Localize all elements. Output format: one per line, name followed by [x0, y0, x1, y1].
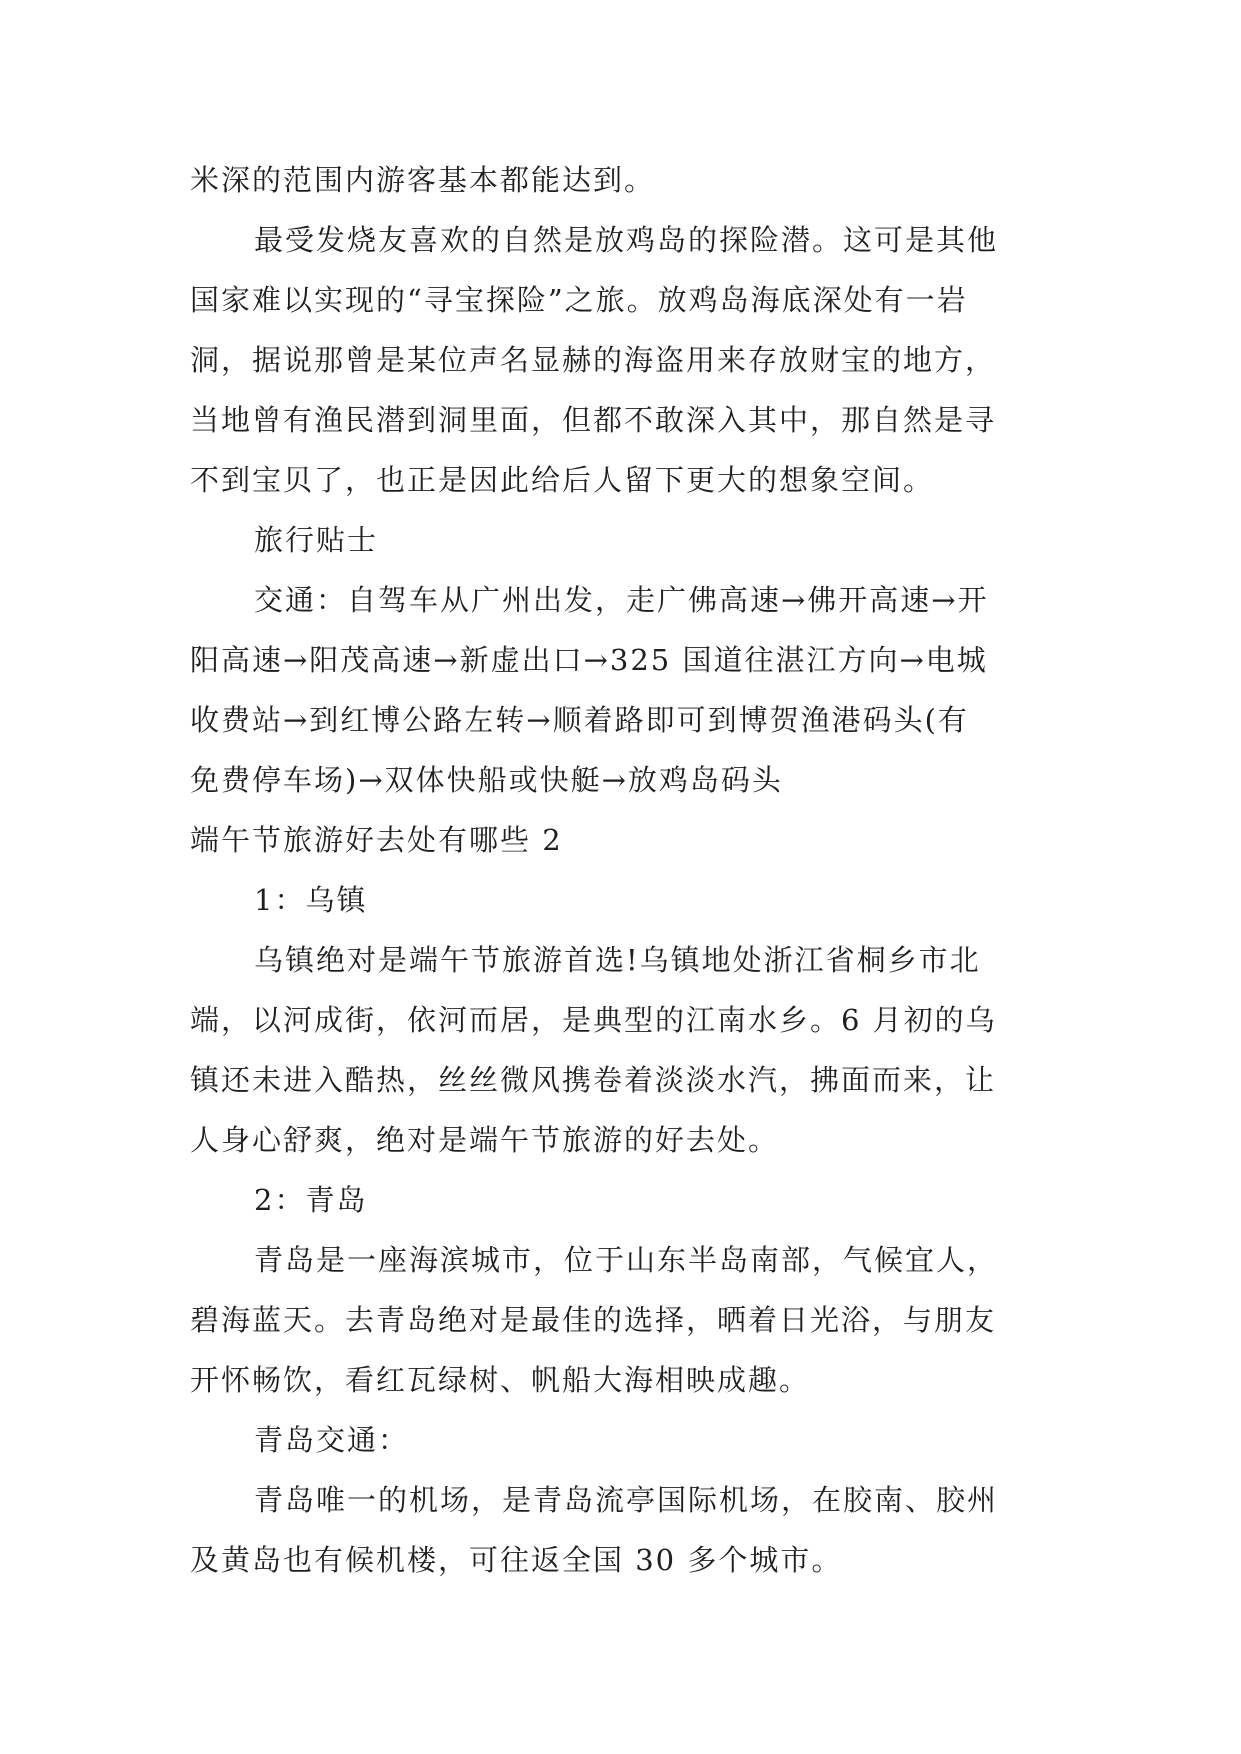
- article-title: 端午节旅游好去处有哪些 2: [190, 823, 563, 857]
- section-heading: 2：青岛: [254, 1183, 368, 1217]
- text-line: 阳高速→阳茂高速→新虚出口→325 国道往湛江方向→电城: [190, 643, 988, 677]
- section-heading: 1：乌镇: [254, 883, 368, 917]
- paragraph-start-line: 乌镇绝对是端午节旅游首选!乌镇地处浙江省桐乡市北: [254, 943, 981, 977]
- text-line: 端，以河成街，依河而居，是典型的江南水乡。6 月初的乌: [190, 1003, 997, 1037]
- document-body: [190, 150, 1050, 1590]
- paragraph-start-line: 青岛是一座海滨城市，位于山东半岛南部，气候宜人，: [254, 1243, 999, 1277]
- section-heading: 旅行贴士: [254, 523, 379, 557]
- paragraph-start-line: 最受发烧友喜欢的自然是放鸡岛的探险潜。这可是其他: [254, 223, 999, 257]
- text-line: 人身心舒爽，绝对是端午节旅游的好去处。: [190, 1123, 780, 1157]
- text-line: 米深的范围内游客基本都能达到。: [190, 163, 656, 197]
- text-line: 当地曾有渔民潜到洞里面，但都不敢深入其中，那自然是寻: [190, 403, 997, 437]
- section-heading: 青岛交通：: [254, 1423, 410, 1457]
- text-line: 不到宝贝了，也正是因此给后人留下更大的想象空间。: [190, 463, 935, 497]
- text-line: 及黄岛也有候机楼，可往返全国 30 多个城市。: [190, 1543, 843, 1577]
- paragraph-start-line: 交通：自驾车从广州出发，走广佛高速→佛开高速→开: [254, 583, 989, 617]
- text-line: 洞，据说那曾是某位声名显赫的海盗用来存放财宝的地方，: [190, 343, 997, 377]
- text-line: 镇还未进入酷热，丝丝微风携卷着淡淡水汽，拂面而来，让: [190, 1063, 997, 1097]
- text-line: 开怀畅饮，看红瓦绿树、帆船大海相映成趣。: [190, 1363, 811, 1397]
- text-line: 收费站→到红博公路左转→顺着路即可到博贺渔港码头(有: [190, 703, 969, 737]
- text-line: 碧海蓝天。去青岛绝对是最佳的选择，晒着日光浴，与朋友: [190, 1303, 997, 1337]
- text-line: 免费停车场)→双体快船或快艇→放鸡岛码头: [190, 763, 783, 797]
- text-line: 国家难以实现的“寻宝探险”之旅。放鸡岛海底深处有一岩: [190, 283, 968, 317]
- paragraph-start-line: 青岛唯一的机场，是青岛流亭国际机场，在胶南、胶州: [254, 1483, 999, 1517]
